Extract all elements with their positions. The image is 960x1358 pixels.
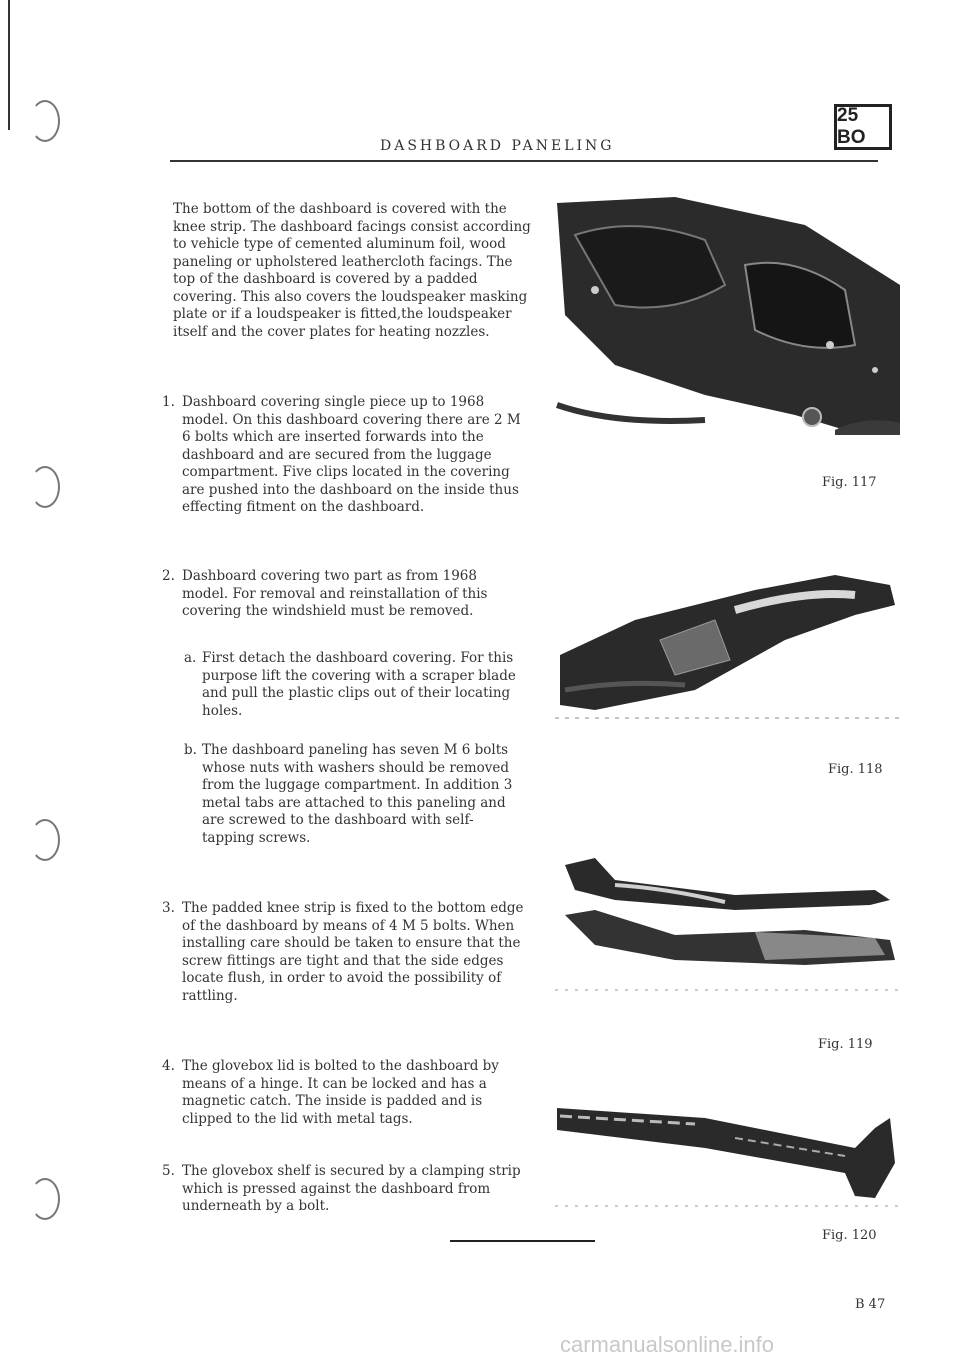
binder-hole-icon xyxy=(30,1178,60,1220)
item-number: 4. xyxy=(162,1058,175,1074)
figure-caption: Fig. 117 xyxy=(822,475,877,490)
item-letter: a. xyxy=(184,650,197,666)
end-rule xyxy=(450,1240,595,1242)
item-number: 2. xyxy=(162,568,175,584)
page-code-box: 25 BO xyxy=(834,104,892,150)
item-text: The padded knee strip is fixed to the bottom edge of the dashboard by means of 4 M 5 bolts. When installing care should be taken to ensure that the screw fittings are tight and that the side edges locate flush, in order to avoid the possibility of rattling. xyxy=(182,900,524,1004)
figure-caption: Fig. 118 xyxy=(828,762,883,777)
item-text: Dashboard covering single piece up to 1968 model. On this dashboard covering there are 2 M 6 bolts which are inserted forwards into the dashboard and are secured from the luggage compartment. Five clips located in the covering are pushed into the dashboard on the inside thus effecting fitment on the dashboard. xyxy=(182,394,521,515)
figure-120-photo xyxy=(555,1068,900,1208)
figure-caption: Fig. 120 xyxy=(822,1228,877,1243)
binder-hole-icon xyxy=(30,819,60,861)
page-number: B 47 xyxy=(855,1297,886,1312)
item-text: The dashboard paneling has seven M 6 bolts whose nuts with washers should be removed from the luggage compartment. In addition 3 metal tabs are attached to this paneling and are screwed to the dashboard with self-tapping screws. xyxy=(202,742,513,846)
intro-paragraph: The bottom of the dashboard is covered with the knee strip. The dashboard facings consist according to vehicle type of cemented aluminum foil, wood paneling or upholstered leathercloth facings. The top of the dashboard is covered by a padded covering. This also covers the loudspeaker masking plate or if a loudspeaker is fitted,the loudspeaker itself and the cover plates for heating nozzles. xyxy=(173,201,531,340)
page-title: DASHBOARD PANELING xyxy=(380,138,615,154)
item-letter: b. xyxy=(184,742,197,758)
binder-hole-icon xyxy=(30,100,60,142)
item-number: 1. xyxy=(162,394,175,410)
item-text: The glovebox lid is bolted to the dashboard by means of a hinge. It can be locked and has a magnetic catch. The inside is padded and is clipped to the lid with metal tags. xyxy=(182,1058,499,1127)
binder-edge-line xyxy=(8,0,10,130)
header-rule xyxy=(170,160,878,162)
figure-118-photo xyxy=(555,560,900,720)
figure-117-photo xyxy=(555,195,900,440)
item-text: Dashboard covering two part as from 1968 model. For removal and reinstallation of this covering the windshield must be removed. xyxy=(182,568,488,619)
item-text: The glovebox shelf is secured by a clamping strip which is pressed against the dashboard from underneath by a bolt. xyxy=(182,1163,521,1214)
figure-119-photo xyxy=(555,850,900,995)
figure-caption: Fig. 119 xyxy=(818,1037,873,1052)
item-number: 5. xyxy=(162,1163,175,1179)
item-text: First detach the dashboard covering. For this purpose lift the covering with a scraper blade and pull the plastic clips out of their locating holes. xyxy=(202,650,516,719)
item-number: 3. xyxy=(162,900,175,916)
binder-hole-icon xyxy=(30,466,60,508)
watermark: carmanualsonline.info xyxy=(560,1332,775,1357)
